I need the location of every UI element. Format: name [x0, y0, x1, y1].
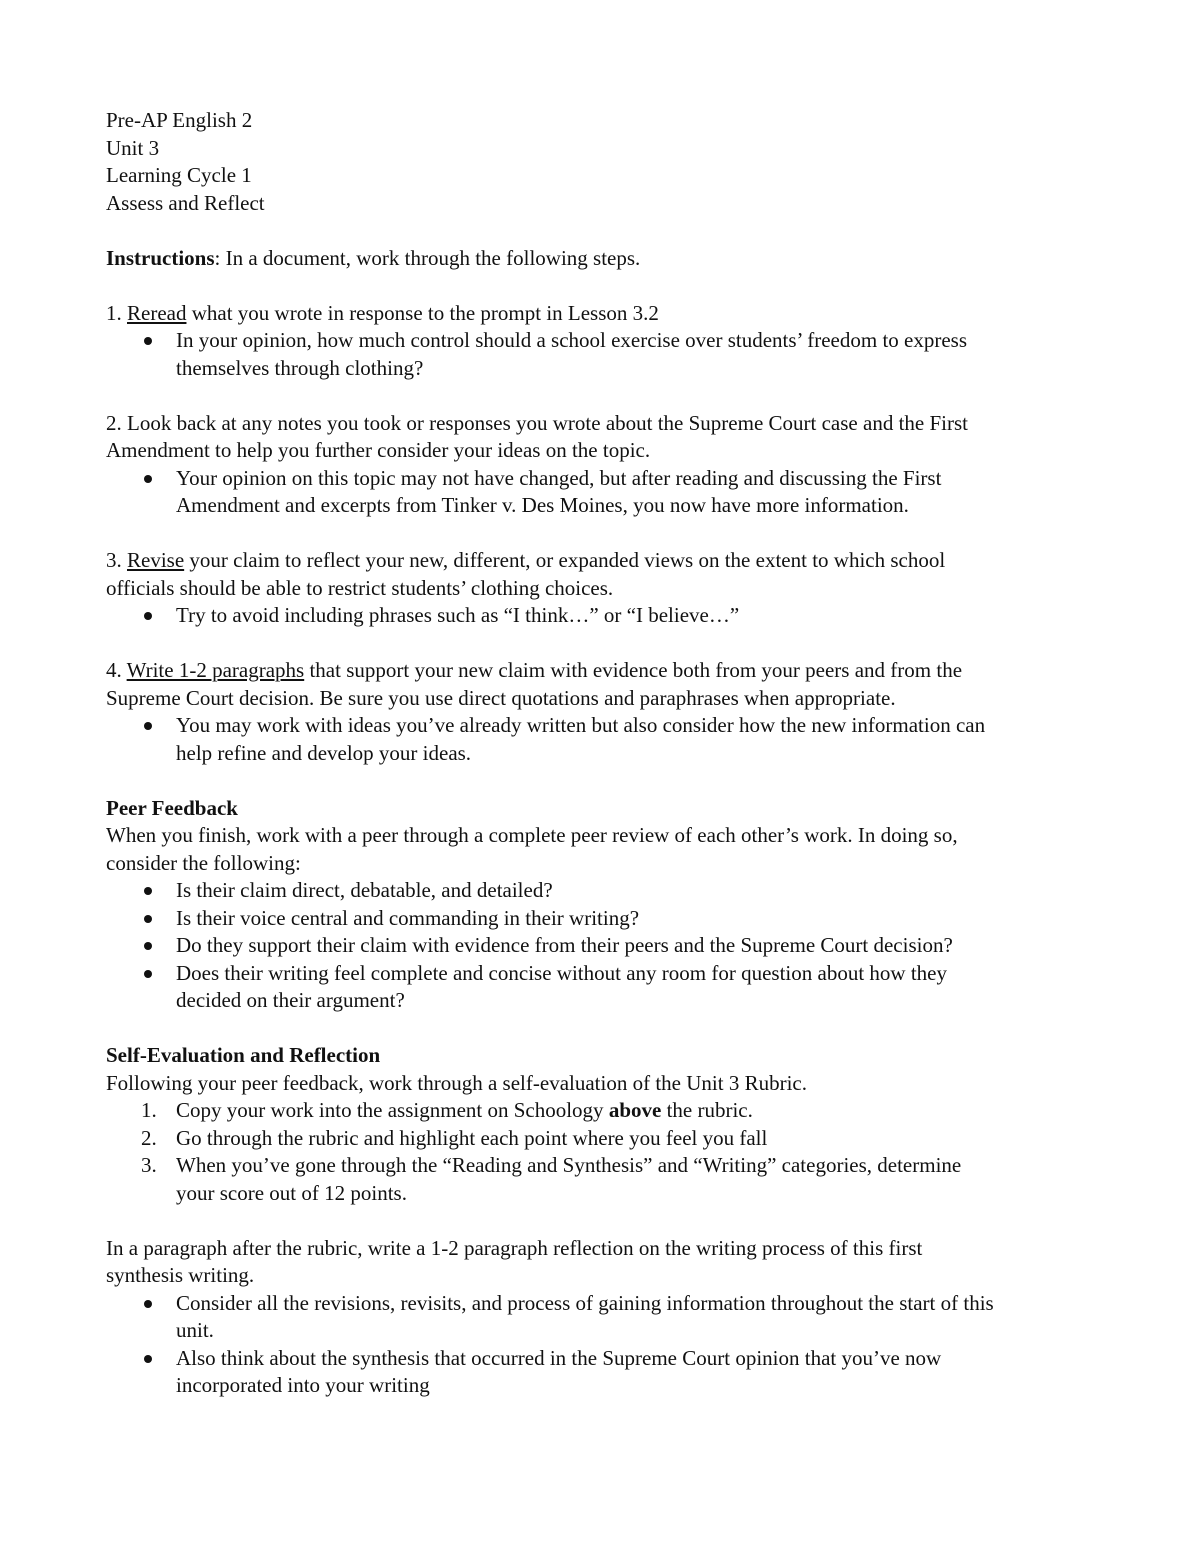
peer-feedback-heading: Peer Feedback — [106, 795, 238, 820]
step-2: 2. Look back at any notes you took or responses you wrote about the Supreme Court case and the First — [106, 410, 968, 435]
peer-feedback-bullet: Does their writing feel complete and concise without any room for question about how they decided on their argument? — [106, 960, 1106, 1015]
step-3: 3. Revise your claim to reflect your new, different, or expanded views on the extent to which school — [106, 548, 946, 572]
peer-feedback-intro-cont: consider the following: — [106, 850, 301, 875]
peer-feedback-bullet: Is their claim direct, debatable, and detailed? — [106, 877, 1106, 905]
spacer — [106, 767, 1106, 795]
cycle-label: Learning Cycle 1 — [106, 163, 252, 187]
step-2-cont: Amendment to help you further consider your ideas on the topic. — [106, 438, 651, 462]
step-3-cont: officials should be able to restrict students’ clothing choices. — [106, 575, 614, 600]
self-eval-item: 3. When you’ve gone through the “Reading and Synthesis” and “Writing” categories, determine your score out of 12 points. — [141, 1153, 962, 1205]
spacer — [106, 520, 1106, 548]
reflection-intro-cont: synthesis writing. — [106, 1263, 255, 1287]
item-number: 2. — [141, 1125, 157, 1150]
bullet-icon — [144, 1355, 152, 1363]
step-4-bullet: You may work with ideas you’ve already written but also consider how the new information can help refine and develop your ideas. — [106, 712, 1106, 767]
document-page — [106, 107, 1106, 1400]
spacer — [106, 272, 1106, 300]
bullet-icon — [144, 612, 152, 620]
reflection-bullet: Also think about the synthesis that occurred in the Supreme Court opinion that you’ve now incorporated into your writing — [106, 1345, 1106, 1400]
step-3-action: Revise — [127, 548, 185, 572]
bullet-icon — [144, 887, 152, 895]
step-2-bullet: Your opinion on this topic may not have changed, but after reading and discussing the First Amendment and excerpts from Tinker v. Des Moines, you now have more information. — [106, 465, 1106, 520]
step-3-bullet: Try to avoid including phrases such as “I think…” or “I believe…” — [106, 602, 1106, 630]
step-1: 1. Reread what you wrote in response to the prompt in Lesson 3.2 — [106, 300, 659, 325]
item-number: 3. — [141, 1153, 157, 1177]
step-4-action: Write 1-2 paragraphs — [126, 658, 305, 682]
bullet-icon — [144, 722, 152, 730]
spacer — [106, 630, 1106, 658]
item-number: 1. — [141, 1098, 157, 1122]
self-eval-item: 2. Go through the rubric and highlight each point where you feel you fall — [106, 1125, 1106, 1153]
bullet-icon — [144, 942, 152, 950]
unit-label: Unit 3 — [106, 135, 160, 160]
peer-feedback-bullet: Is their voice central and commanding in their writing? — [106, 905, 1106, 933]
spacer — [106, 1015, 1106, 1043]
bullet-icon — [144, 475, 152, 483]
step-1-action: Reread — [127, 300, 187, 325]
bullet-icon — [144, 915, 152, 923]
step-4-cont: Supreme Court decision. Be sure you use direct quotations and paraphrases when appropriate. — [106, 685, 896, 710]
bullet-icon — [144, 337, 152, 345]
peer-feedback-intro: When you finish, work with a peer through a complete peer review of each other’s work. In doing so, — [106, 823, 958, 847]
course-title: Pre-AP English 2 — [106, 108, 253, 132]
instructions-label: Instructions — [106, 245, 215, 270]
spacer — [106, 1207, 1106, 1235]
task-label: Assess and Reflect — [106, 190, 265, 215]
step-4: 4. Write 1-2 paragraphs that support your new claim with evidence both from your peers and from the — [106, 658, 963, 682]
instructions-line — [106, 245, 1106, 273]
bullet-icon — [144, 970, 152, 978]
self-eval-intro: Following your peer feedback, work through a self-evaluation of the Unit 3 Rubric. — [106, 1070, 807, 1095]
instructions-text: : In a document, work through the following steps. — [214, 245, 641, 270]
spacer — [106, 382, 1106, 410]
peer-feedback-bullet: Do they support their claim with evidence from their peers and the Supreme Court decision? — [106, 932, 1106, 960]
reflection-bullet: Consider all the revisions, revisits, and process of gaining information throughout the start of this unit. — [106, 1290, 1106, 1345]
step-1-bullet: In your opinion, how much control should a school exercise over students’ freedom to express themselves through clothing? — [106, 327, 1106, 382]
reflection-intro: In a paragraph after the rubric, write a 1-2 paragraph reflection on the writing process of this first — [106, 1235, 923, 1260]
self-eval-heading: Self-Evaluation and Reflection — [106, 1043, 381, 1067]
self-eval-item: 1. Copy your work into the assignment on Schoology above the rubric. — [106, 1097, 1106, 1125]
bullet-icon — [144, 1300, 152, 1308]
spacer — [106, 217, 1106, 245]
